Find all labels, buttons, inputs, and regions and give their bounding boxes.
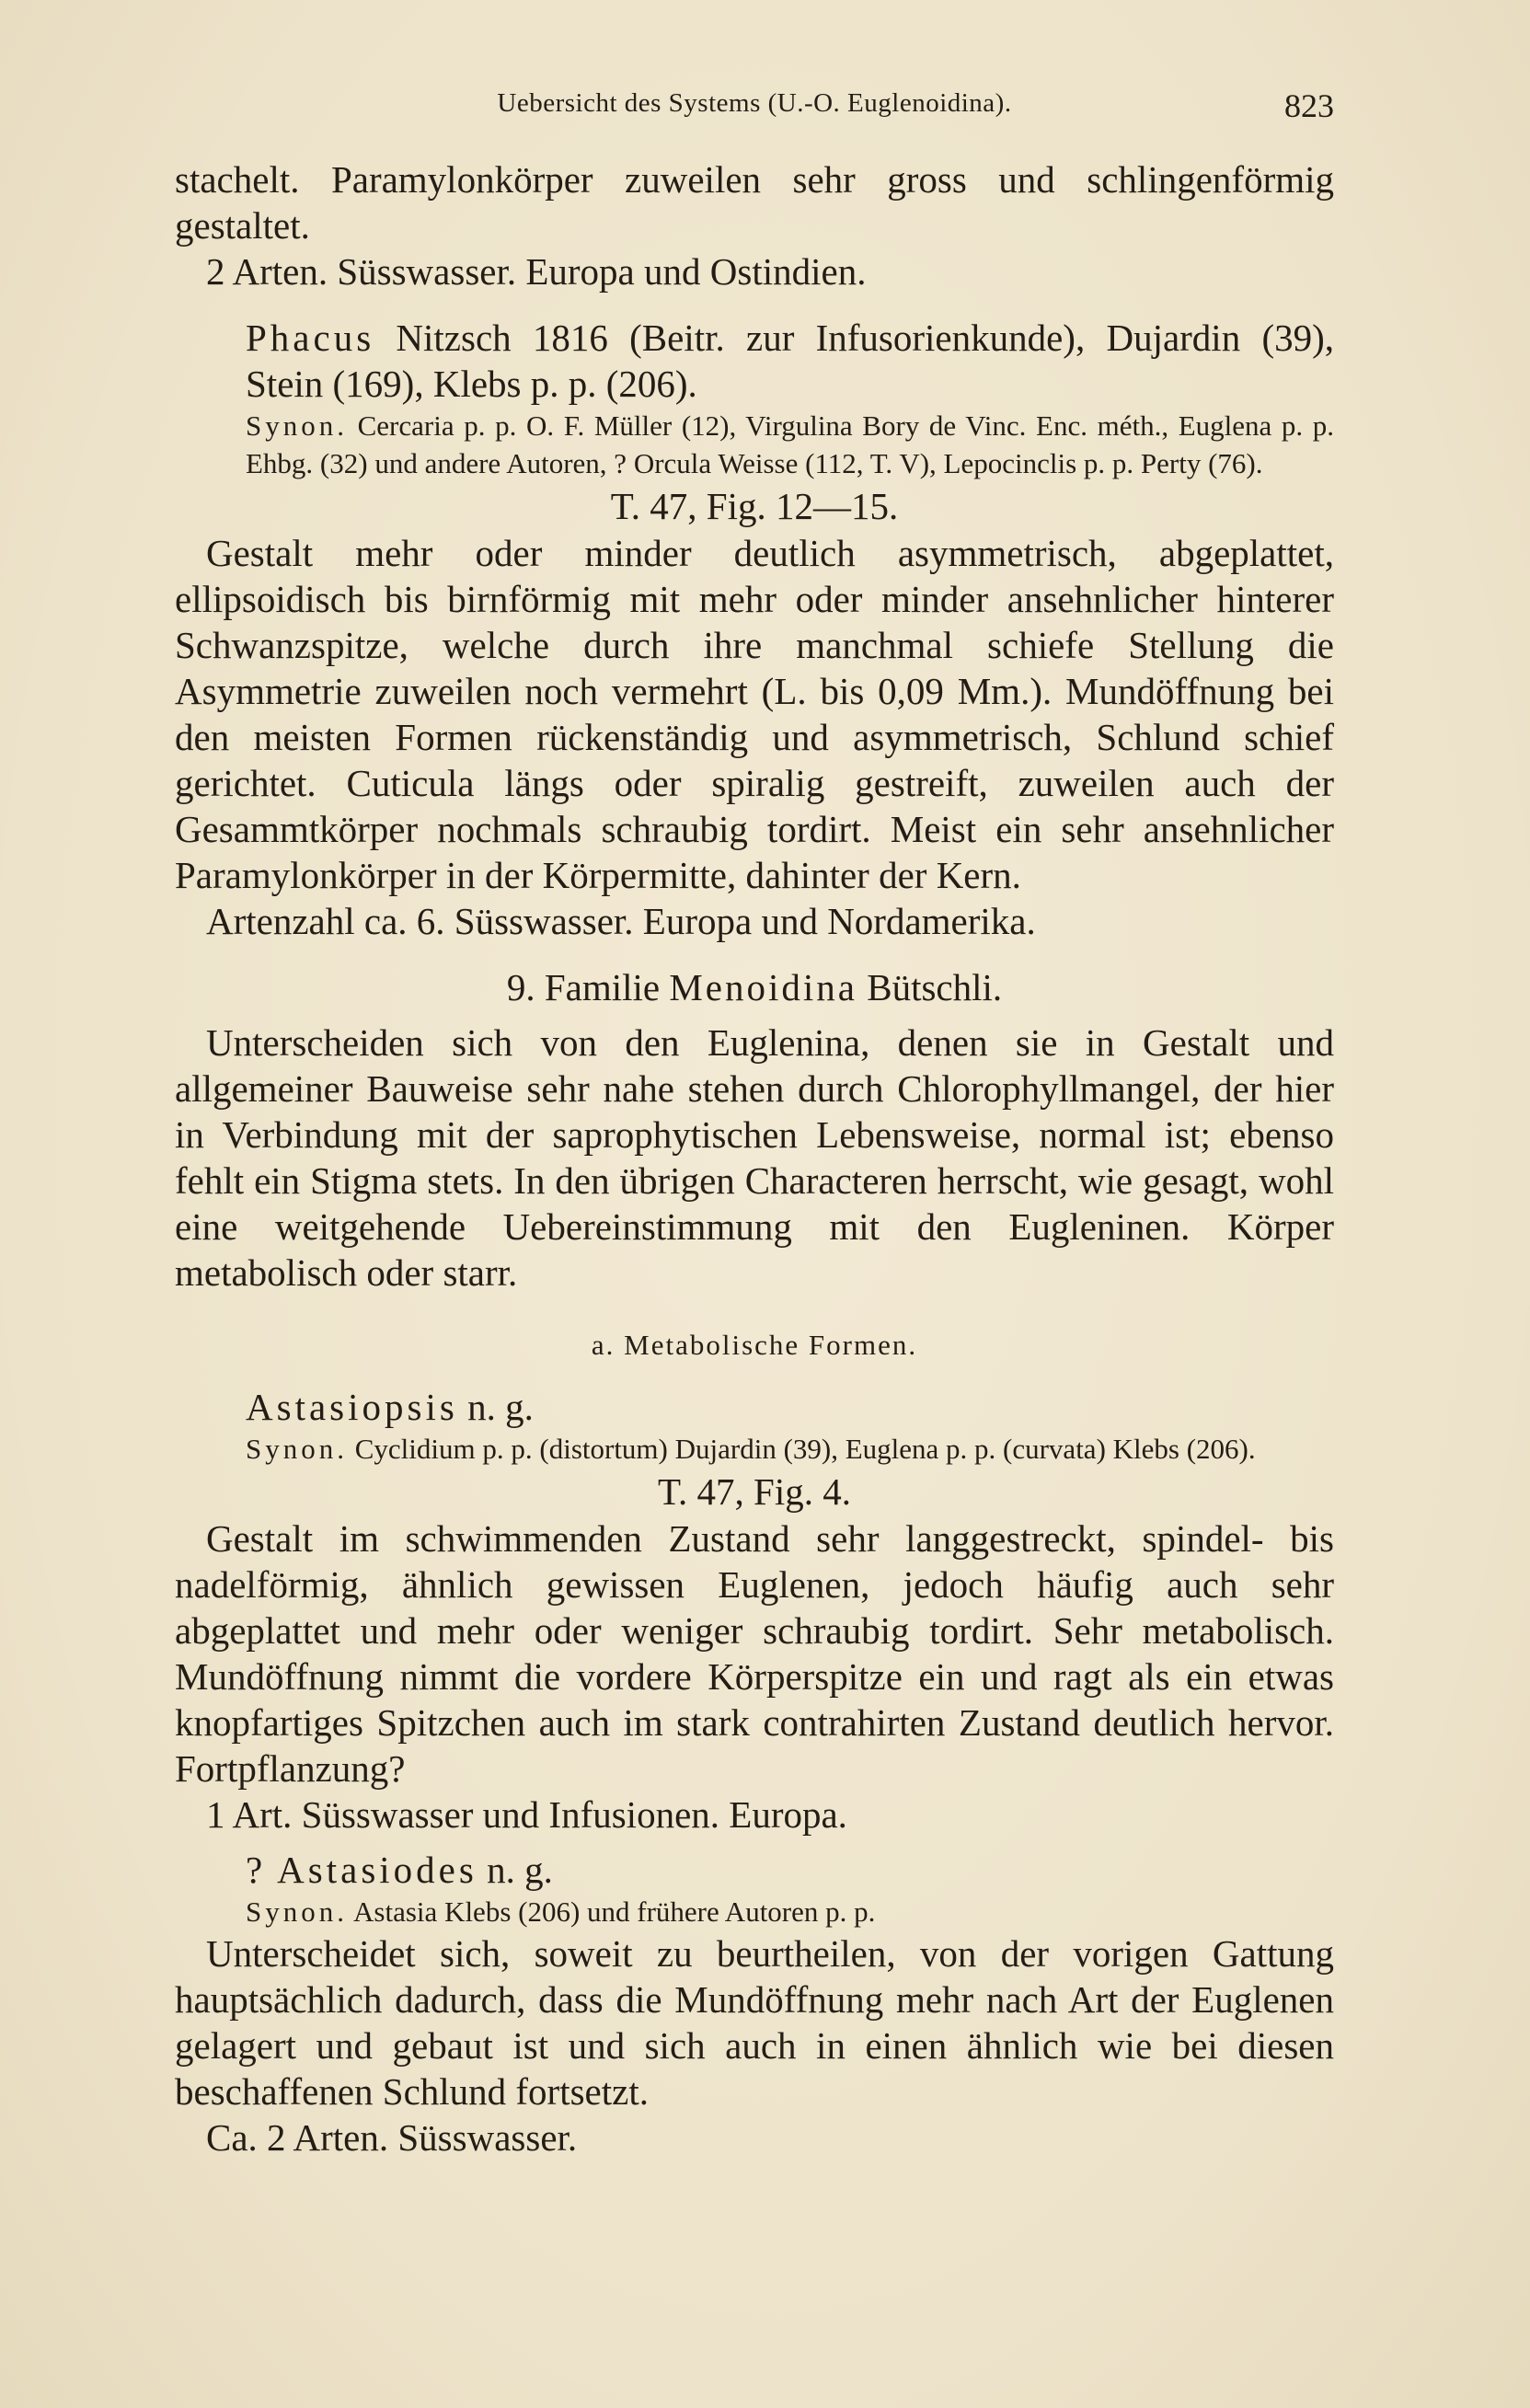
intro-paragraph: stachelt. Paramylonkörper zuweilen sehr gross und schlingenförmig gestaltet. [175, 158, 1334, 247]
family-name: Menoidina [669, 966, 857, 1008]
intro-range: 2 Arten. Süsswasser. Europa und Ostindien. [206, 250, 867, 293]
astasiodes-description: Unterscheidet sich, soweit zu beurtheilen, von der vorigen Gattung hauptsächlich dadurch, dass die Mundöffnung mehr nach Art der Euglenen gelagert und gebaut ist und sich auch in einen ähnlich wie bei diesen beschaffenen Schlund fortsetzt. [175, 1932, 1334, 2113]
genus-astasiopsis-author: n. g. [467, 1386, 534, 1428]
page-header [175, 88, 1334, 134]
family-description: Unterscheiden sich von den Euglenina, denen sie in Gestalt und allgemeiner Bauweise sehr nahe stehen durch Chlorophyllmangel, der hier in Verbindung mit der saprophytischen Lebensweise, normal ist; ebenso fehlt ein Stigma stets. In den übrigen Characteren herrscht, wie gesagt, wohl eine weitgehende Uebereinstimmung mit den Eugleninen. Körper metabolisch oder starr. [175, 1021, 1334, 1294]
astasiopsis-synonyms [175, 1430, 1334, 1468]
genus-phacus-author: Nitzsch 1816 (Beitr. zur Infusorienkunde), Dujardin (39), Stein (169), Klebs p. p. (206). [246, 317, 1334, 405]
phacus-synon-label: Synon. [246, 409, 348, 442]
family-author: Bütschli. [867, 966, 1003, 1008]
astasiopsis-range: 1 Art. Süsswasser und Infusionen. Europa. [206, 1793, 847, 1836]
astasiodes-range: Ca. 2 Arten. Süsswasser. [206, 2116, 578, 2159]
phacus-plate-reference: T. 47, Fig. 12—15. [610, 485, 899, 527]
genus-phacus-name: Phacus [246, 317, 375, 359]
family-heading [175, 964, 1334, 1010]
genus-astasiodes-heading [175, 1847, 1334, 1893]
astasiopsis-synon-text: Cyclidium p. p. (distortum) Dujardin (39), Euglena p. p. (curvata) Klebs (206). [354, 1433, 1256, 1465]
phacus-range: Artenzahl ca. 6. Süsswasser. Europa und Nordamerika. [206, 900, 1036, 942]
astasiopsis-synon-label: Synon. [246, 1433, 348, 1465]
astasiodes-synon-label: Synon. [246, 1895, 348, 1928]
phacus-synonyms [175, 407, 1334, 482]
family-number: 9. Familie [506, 966, 661, 1008]
subsection-heading: a. Metabolische Formen. [591, 1329, 918, 1361]
astasiopsis-description: Gestalt im schwimmenden Zustand sehr langgestreckt, spindel- bis nadelförmig, ähnlich gewissen Euglenen, jedoch häufig auch sehr abgeplattet und mehr oder weniger schraubig tordirt. Sehr metabolisch. Mundöffnung nimmt die vordere Körperspitze ein und ragt als ein etwas knopfartiges Spitzchen auch im stark contrahirten Zustand deutlich hervor. Fortpflanzung? [175, 1517, 1334, 1790]
genus-astasiodes-author: n. g. [487, 1849, 553, 1891]
phacus-synon-text: Cercaria p. p. O. F. Müller (12), Virgulina Bory de Vinc. Enc. méth., Euglena p. p. Ehbg. (32) und andere Autoren, ? Orcula Weisse (112, T. V), Lepocinclis p. p. Perty (76). [246, 409, 1334, 479]
running-title: Uebersicht des Systems (U.-O. Euglenoidina). [497, 88, 1012, 118]
genus-astasiodes-name: ? Astasiodes [246, 1849, 477, 1891]
page-number: 823 [1284, 87, 1334, 124]
astasiopsis-plate-reference: T. 47, Fig. 4. [658, 1470, 851, 1513]
phacus-description: Gestalt mehr oder minder deutlich asymmetrisch, abgeplattet, ellipsoidisch bis birnförmig mit mehr oder minder ansehnlicher hinterer Schwanzspitze, welche durch ihre manchmal schiefe Stellung die Asymmetrie zuweilen noch vermehrt (L. bis 0,09 Mm.). Mundöffnung bei den meisten Formen rückenständig und asymmetrisch, Schlund schief gerichtet. Cuticula längs oder spiralig gestreift, zuweilen auch der Gesammtkörper nochmals schraubig tordirt. Meist ein sehr ansehnlicher Paramylonkörper in der Körpermitte, dahinter der Kern. [175, 532, 1334, 896]
page-body [175, 156, 1334, 2160]
astasiodes-synonyms [175, 1893, 1334, 1930]
genus-phacus-heading [175, 315, 1334, 407]
genus-astasiopsis-heading [175, 1384, 1334, 1430]
astasiodes-synon-text: Astasia Klebs (206) und frühere Autoren p. p. [353, 1895, 876, 1928]
genus-astasiopsis-name: Astasiopsis [246, 1386, 458, 1428]
